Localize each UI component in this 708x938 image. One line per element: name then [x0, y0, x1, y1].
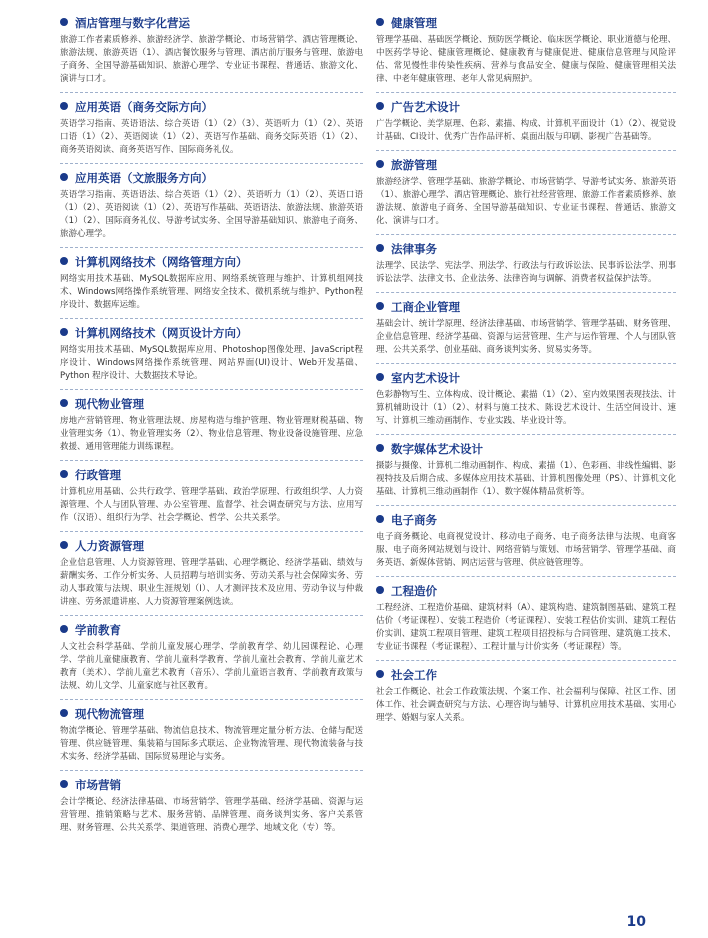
course-section	[376, 666, 676, 725]
section-title	[376, 14, 676, 32]
course-list: 管理学基础、基础医学概论、预防医学概论、临床医学概论、职业道德与伦理、中医药学导论、健康管理概论、健康教育与健康促进、健康信息管理与风险评估、常见慢性非传染性疾病、营养与食品安全、健康与保险、健康管理相关法律、中老年健康管理、老年人常见病照护。	[376, 35, 676, 84]
section-title	[376, 666, 676, 684]
section-title	[60, 395, 363, 413]
course-list: 企业信息管理、人力资源管理、管理学基础、心理学概论、经济学基础、绩效与薪酬实务、工作分析实务、人员招聘与培训实务、劳动关系与社会保障实务、劳动人事政策与法规、职业生涯规划（Ⅰ）、人才测评技术及应用、劳动争议与仲裁讲座、劳务派遣讲座、人力资源管理案例选读。	[60, 558, 363, 607]
section-title-text: 数字媒体艺术设计	[391, 442, 483, 456]
course-list: 网络实用技术基础、MySQL数据库应用、网络系统管理与维护、计算机组网技术、Windows网络操作系统管理、网络安全技术、微机系统与维护、Python程序设计、数据库运维。	[60, 274, 363, 310]
dashed-divider	[376, 434, 676, 435]
bullet-dot-icon	[60, 328, 68, 336]
course-list: 房地产营销管理、物业管理法规、房屋构造与维护管理、物业管理财税基础、物业管理实务（1）、物业管理实务（2）、物业信息管理、物业设备设施管理、应急救援、通用管理能力训练课程。	[60, 416, 363, 452]
section-title	[60, 324, 363, 342]
section-title	[60, 253, 363, 271]
bullet-dot-icon	[376, 444, 384, 452]
course-section	[60, 253, 363, 312]
dashed-divider	[60, 247, 363, 248]
course-section	[376, 511, 676, 570]
dashed-divider	[376, 505, 676, 506]
dashed-divider	[376, 660, 676, 661]
section-title	[376, 240, 676, 258]
bullet-dot-icon	[376, 670, 384, 678]
section-title	[60, 776, 363, 794]
bullet-dot-icon	[60, 470, 68, 478]
section-title	[376, 440, 676, 458]
course-list: 色彩静物写生、立体构成、设计概论、素描（1）（2）、室内效果图表现技法、计算机辅助设计（1）（2）、材料与施工技术、陈设艺术设计、生活空间设计、速写、计算机三维动画制作、专业实践、毕业设计等。	[376, 390, 676, 426]
dashed-divider	[376, 92, 676, 93]
bullet-dot-icon	[60, 541, 68, 549]
bullet-dot-icon	[60, 780, 68, 788]
course-list: 基础会计、统计学原理、经济法律基础、市场营销学、管理学基础、财务管理、企业信息管理、经济学基础、资源与运营管理、生产与运作管理、个人与团队管理、公共关系学、创业基础、商务谈判实务、贸易实务等。	[376, 319, 676, 355]
section-title	[376, 298, 676, 316]
bullet-dot-icon	[60, 18, 68, 26]
section-title-text: 应用英语（文旅服务方向）	[75, 171, 213, 185]
dashed-divider	[376, 150, 676, 151]
bullet-dot-icon	[376, 586, 384, 594]
dashed-divider	[376, 234, 676, 235]
course-list: 会计学概论、经济法律基础、市场营销学、管理学基础、经济学基础、资源与运营管理、推销策略与艺术、服务营销、品牌管理、商务谈判实务、客户关系管理、财务管理、公共关系学、渠道管理、消费心理学、地域文化（专）等。	[60, 797, 363, 833]
section-title	[60, 466, 363, 484]
dashed-divider	[60, 318, 363, 319]
page-number: 10	[626, 914, 646, 930]
course-section	[376, 369, 676, 428]
course-list: 人文社会科学基础、学前儿童发展心理学、学前教育学、幼儿园课程论、心理学、学前儿童健康教育、学前儿童科学教育、学前儿童社会教育、学前儿童艺术教育（美术）、学前儿童艺术教育（音乐）、学前儿童语言教育、学前教育政策与法规、幼儿文学、儿童家庭与社区教育。	[60, 642, 363, 691]
course-list: 物流学概论、管理学基础、物流信息技术、物流管理定量分析方法、仓储与配送管理、供应链管理、集装箱与国际多式联运、企业物流管理、现代物流装备与技术实务、经济学基础、国际贸易理论与实务。	[60, 726, 363, 762]
course-section	[60, 537, 363, 609]
course-list: 电子商务概论、电商视觉设计、移动电子商务、电子商务法律与法规、电商客服、电子商务网站规划与设计、网络营销与策划、市场营销学、管理学基础、商务英语、新媒体营销、网店运营与管理、供应链管理等。	[376, 532, 676, 568]
section-title-text: 现代物业管理	[75, 397, 144, 411]
section-title-text: 现代物流管理	[75, 707, 144, 721]
section-title	[376, 98, 676, 116]
section-title-text: 行政管理	[75, 468, 121, 482]
bullet-dot-icon	[376, 244, 384, 252]
dashed-divider	[60, 615, 363, 616]
bullet-dot-icon	[60, 102, 68, 110]
section-title-text: 社会工作	[391, 668, 437, 682]
bullet-dot-icon	[60, 399, 68, 407]
bullet-dot-icon	[376, 515, 384, 523]
course-section	[60, 169, 363, 241]
section-title	[60, 705, 363, 723]
section-title	[60, 98, 363, 116]
section-title	[376, 156, 676, 174]
course-section	[376, 98, 676, 144]
section-title-text: 法律事务	[391, 242, 437, 256]
course-section	[376, 14, 676, 86]
section-title	[60, 169, 363, 187]
course-section	[376, 298, 676, 357]
bullet-dot-icon	[60, 709, 68, 717]
course-list: 社会工作概论、社会工作政策法规、个案工作、社会福利与保障、社区工作、团体工作、社会调查研究与方法、心理咨询与辅导、计算机应用技术基础、实用心理学、婚姻与家人关系。	[376, 687, 676, 723]
course-section	[60, 621, 363, 693]
dashed-divider	[60, 460, 363, 461]
section-title-text: 应用英语（商务交际方向）	[75, 100, 213, 114]
bullet-dot-icon	[376, 160, 384, 168]
dashed-divider	[60, 531, 363, 532]
dashed-divider	[376, 363, 676, 364]
section-title-text: 工程造价	[391, 584, 437, 598]
dashed-divider	[376, 576, 676, 577]
bullet-dot-icon	[60, 257, 68, 265]
course-section	[376, 440, 676, 499]
course-list: 英语学习指南、英语语法、综合英语（1）（2）、英语听力（1）（2）、英语口语（1）（2）、英语阅读（1）（2）、英语写作基础、英语语法、旅游法规、旅游英语（1）（2）、国际商务礼仪、导游考试实务、全国导游基础知识、旅游电子商务、旅游心理学。	[60, 190, 363, 239]
course-list: 网络实用技术基础、MySQL数据库应用、Photoshop图像处理、JavaScript程序设计、Windows网络操作系统管理、网站界面(UI)设计、Web开发基础、Python 程序设计、大数据技术导论。	[60, 345, 363, 381]
section-title	[376, 369, 676, 387]
section-title-text: 市场营销	[75, 778, 121, 792]
section-title-text: 学前教育	[75, 623, 121, 637]
section-title-text: 室内艺术设计	[391, 371, 460, 385]
bullet-dot-icon	[376, 373, 384, 381]
dashed-divider	[60, 92, 363, 93]
bullet-dot-icon	[376, 302, 384, 310]
section-title	[60, 14, 363, 32]
section-title	[376, 511, 676, 529]
right-column	[376, 14, 676, 725]
section-title	[60, 621, 363, 639]
dashed-divider	[60, 389, 363, 390]
course-list: 旅游经济学、管理学基础、旅游学概论、市场营销学、导游考试实务、旅游英语（1）、旅游心理学、酒店管理概论、旅行社经营管理、旅游工作者素质修养、旅游法规、旅游电子商务、全国导游基础知识、专业证书课程、普通话、旅游文化、演讲与口才。	[376, 177, 676, 226]
section-title	[376, 582, 676, 600]
course-section	[60, 466, 363, 525]
course-list: 英语学习指南、英语语法、综合英语（1）（2）（3）、英语听力（1）（2）、英语口语（1）（2）、英语阅读（1）（2）、英语写作基础、商务交际英语（1）（2）、商务英语阅读、商务英语写作、国际商务礼仪。	[60, 119, 363, 155]
section-title-text: 计算机网络技术（网络管理方向）	[75, 255, 248, 269]
section-title-text: 电子商务	[391, 513, 437, 527]
dashed-divider	[376, 292, 676, 293]
course-section	[376, 582, 676, 654]
section-title-text: 酒店管理与数字化营运	[75, 16, 190, 30]
course-section	[376, 156, 676, 228]
course-section	[60, 395, 363, 454]
course-section	[60, 776, 363, 835]
section-title-text: 计算机网络技术（网页设计方向）	[75, 326, 248, 340]
course-section	[60, 14, 363, 86]
course-list: 摄影与摄像、计算机二维动画制作、构成、素描（1）、色彩画、非线性编辑、影视特技及后期合成、多媒体应用技术基础、计算机图像处理（PS）、计算机文化基础、计算机三维动画制作（1）、数字媒体精品赏析等。	[376, 461, 676, 497]
bullet-dot-icon	[376, 102, 384, 110]
section-title	[60, 537, 363, 555]
section-title-text: 广告艺术设计	[391, 100, 460, 114]
dashed-divider	[60, 770, 363, 771]
course-section	[60, 98, 363, 157]
course-section	[60, 705, 363, 764]
bullet-dot-icon	[376, 18, 384, 26]
section-title-text: 人力资源管理	[75, 539, 144, 553]
dashed-divider	[60, 163, 363, 164]
course-section	[376, 240, 676, 286]
section-title-text: 健康管理	[391, 16, 437, 30]
section-title-text: 工商企业管理	[391, 300, 460, 314]
course-list: 广告学概论、美学原理、色彩、素描、构成、计算机平面设计（1）（2）、视觉设计基础、CI设计、优秀广告作品评析、桌面出版与印刷、影视广告基础等。	[376, 119, 676, 142]
left-column	[60, 14, 363, 835]
course-list: 计算机应用基础、公共行政学、管理学基础、政治学原理、行政组织学、人力资源管理、个人与团队管理、办公室管理、监督学、社会调查研究与方法、应用写作（汉语）、组织行为学、社会学概论、哲学、公共关系学。	[60, 487, 363, 523]
course-section	[60, 324, 363, 383]
course-list: 法理学、民法学、宪法学、刑法学、行政法与行政诉讼法、民事诉讼法学、刑事诉讼法学、法律文书、企业法务、法律咨询与调解、消费者权益保护法等。	[376, 261, 676, 284]
bullet-dot-icon	[60, 625, 68, 633]
section-title-text: 旅游管理	[391, 158, 437, 172]
course-list: 旅游工作者素质修养、旅游经济学、旅游学概论、市场营销学、酒店管理概论、旅游法规、旅游英语（1）、酒店餐饮服务与管理、酒店前厅服务与管理、旅游电子商务、全国导游基础知识、旅游心理学、专业证书课程、普通话、旅游文化、演讲与口才。	[60, 35, 363, 84]
bullet-dot-icon	[60, 173, 68, 181]
course-list: 工程经济、工程造价基础、建筑材料（A）、建筑构造、建筑制图基础、建筑工程估价（考证课程）、安装工程造价（考证课程）、安装工程估价实训、建筑工程估价实训、建筑工程项目管理、建筑工程项目招投标与合同管理、建筑施工技术、专业证书课程（考证课程）、工程计量与计价实务（考证课程）等。	[376, 603, 676, 652]
dashed-divider	[60, 699, 363, 700]
